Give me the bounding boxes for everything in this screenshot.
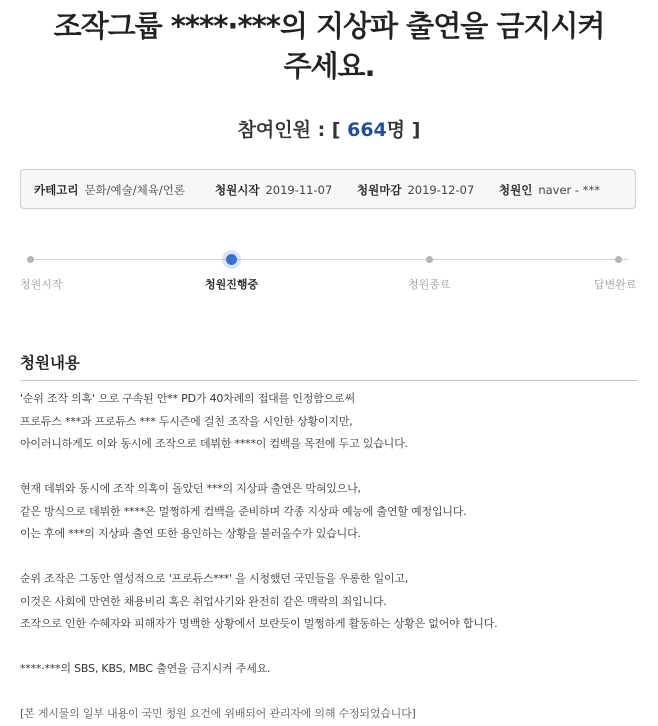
- content-heading: 청원내용: [20, 354, 80, 372]
- petition-title-line-1: 조작그룹 ****·***의 지상파 출연을 금지시켜: [53, 9, 605, 43]
- info-end-value: 2019-12-07: [407, 183, 475, 197]
- paragraph-gap: [20, 681, 638, 704]
- petition-info-box: [20, 169, 636, 209]
- info-start-value: 2019-11-07: [265, 183, 333, 197]
- content-line: 순위 조작은 그동안 열성적으로 '프로듀스***' 을 시청했던 국민들을 우롱한 일이고,: [20, 572, 409, 585]
- paragraph-gap: [20, 636, 638, 659]
- content-divider: [20, 380, 638, 381]
- content-line-admin-note: [본 게시물의 일부 내용이 국민 청원 요건에 위배되어 관리자에 의해 수정되었습니다]: [20, 707, 416, 720]
- progress-dot-closed: [426, 256, 433, 263]
- content-line: 같은 방식으로 데뷔한 ****은 멀쩡하게 컴백을 준비하며 각종 지상파 예능에 출연할 예정입니다.: [20, 504, 467, 518]
- progress-stage-in-progress: 청원진행중: [205, 278, 259, 291]
- info-category-value: 문화/예술/체육/언론: [84, 183, 185, 197]
- progress-stage-closed: 청원종료: [408, 278, 451, 291]
- info-end-date: [357, 182, 474, 198]
- petition-title: [0, 6, 658, 86]
- petition-progress: [20, 245, 638, 295]
- progress-stage-start: 청원시작: [20, 278, 63, 291]
- petition-title-line-2: 주세요.: [283, 49, 375, 83]
- content-line: 이것은 사회에 만연한 채용비리 혹은 취업사기와 완전히 같은 맥락의 죄입니다.: [20, 594, 387, 608]
- info-author-value: naver - ***: [538, 183, 600, 197]
- info-start-date: [215, 182, 332, 198]
- content-line: 프로듀스 ***과 프로듀스 *** 두시즌에 걸친 조작을 시인한 상황이지만,: [20, 414, 353, 428]
- progress-line: [30, 259, 628, 260]
- participant-count: [0, 115, 658, 142]
- info-category-label: 카테고리: [34, 183, 79, 197]
- content-line: 현재 데뷔와 동시에 조작 의혹이 돌았던 ***의 지상파 출연은 막혀있으나,: [20, 482, 361, 495]
- participant-count-number: 664: [347, 119, 387, 141]
- participant-count-prefix: 참여인원 : [: [237, 119, 348, 141]
- paragraph-gap: [20, 546, 638, 569]
- info-author: [499, 182, 600, 198]
- info-end-label: 청원마감: [357, 183, 402, 197]
- content-line: 아이러니하게도 이와 동시에 조작으로 데뷔한 ****이 컴백을 목전에 두고 있습니다.: [20, 437, 408, 450]
- progress-dot-in-progress: [226, 254, 237, 265]
- petition-content: [20, 388, 638, 726]
- progress-stage-answered: 답변완료: [594, 278, 637, 291]
- content-line: ****·***의 SBS, KBS, MBC 출연을 금지시켜 주세요.: [20, 662, 271, 675]
- progress-dot-answered: [615, 256, 622, 263]
- content-line: 이는 후에 ***의 지상파 출연 또한 용인하는 상황을 불러올수가 있습니다.: [20, 527, 361, 540]
- info-start-label: 청원시작: [215, 183, 260, 197]
- content-line: '순위 조작 의혹' 으로 구속된 안** PD가 40차례의 접대를 인정함으로써: [20, 392, 355, 405]
- progress-dot-start: [27, 256, 34, 263]
- paragraph-gap: [20, 456, 638, 479]
- info-category: [34, 182, 185, 198]
- participant-count-suffix: 명 ]: [386, 119, 421, 141]
- content-line: 조작으로 인한 수혜자와 피해자가 명백한 상황에서 보란듯이 멀쩡하게 활동하는 상황은 없어야 합니다.: [20, 617, 498, 630]
- info-author-label: 청원인: [499, 183, 533, 197]
